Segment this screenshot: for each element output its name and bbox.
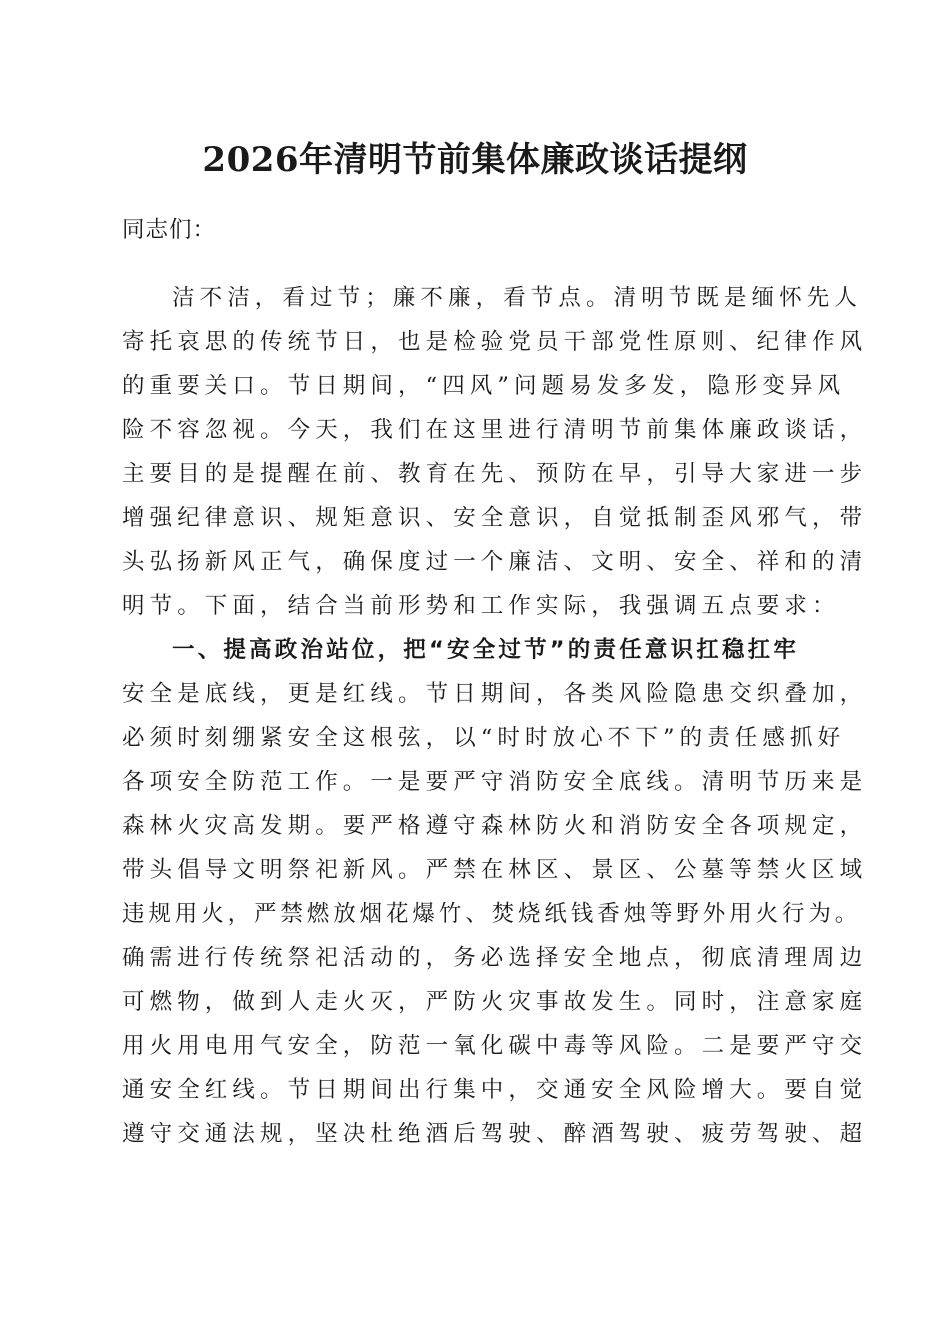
document-title: 2026年清明节前集体廉政谈话提纲 xyxy=(202,140,748,180)
paragraph-line: 安全是底线，更是红线。节日期间，各类风险隐患交织叠加， xyxy=(122,681,868,707)
paragraph-line: 险不容忽视。今天，我们在这里进行清明节前集体廉政谈话， xyxy=(122,417,868,443)
paragraph-line: 各项安全防范工作。一是要严守消防安全底线。清明节历来是 xyxy=(122,769,868,795)
paragraph-line: 主要目的是提醒在前、教育在先、预防在早，引导大家进一步 xyxy=(122,461,868,487)
paragraph-line: 必须时刻绷紧安全这根弦，以“时时放心不下”的责任感抓好 xyxy=(122,725,846,751)
paragraph-line: 违规用火，严禁燃放烟花爆竹、焚烧纸钱香烛等野外用火行为。 xyxy=(122,901,862,927)
paragraph-line: 明节。下面，结合当前形势和工作实际，我强调五点要求： xyxy=(122,593,840,619)
section-heading: 一、提高政治站位，把“安全过节”的责任意识扛稳扛牢 xyxy=(172,637,800,663)
paragraph-line: 遵守交通法规，坚决杜绝酒后驾驶、醉酒驾驶、疲劳驾驶、超 xyxy=(122,1121,868,1147)
salutation: 同志们： xyxy=(122,217,217,243)
paragraph-line: 的重要关口。节日期间，“四风”问题易发多发，隐形变异风 xyxy=(122,373,846,399)
paragraph-line: 用火用电用气安全，防范一氧化碳中毒等风险。二是要严守交 xyxy=(122,1033,868,1059)
paragraph-line: 头弘扬新风正气，确保度过一个廉洁、文明、安全、祥和的清 xyxy=(122,549,868,575)
paragraph-line: 增强纪律意识、规矩意识、安全意识，自觉抵制歪风邪气，带 xyxy=(122,505,868,531)
paragraph-line: 森林火灾高发期。要严格遵守森林防火和消防安全各项规定， xyxy=(122,813,868,839)
paragraph-line: 确需进行传统祭祀活动的，务必选择安全地点，彻底清理周边 xyxy=(122,945,868,971)
paragraph-line: 寄托哀思的传统节日，也是检验党员干部党性原则、纪律作风 xyxy=(122,329,868,355)
paragraph-line: 洁不洁，看过节；廉不廉，看节点。清明节既是缅怀先人 xyxy=(172,285,863,311)
paragraph-line: 通安全红线。节日期间出行集中，交通安全风险增大。要自觉 xyxy=(122,1077,868,1103)
paragraph-line: 可燃物，做到人走火灭，严防火灾事故发生。同时，注意家庭 xyxy=(122,989,868,1015)
paragraph-line: 带头倡导文明祭祀新风。严禁在林区、景区、公墓等禁火区域 xyxy=(122,857,868,883)
